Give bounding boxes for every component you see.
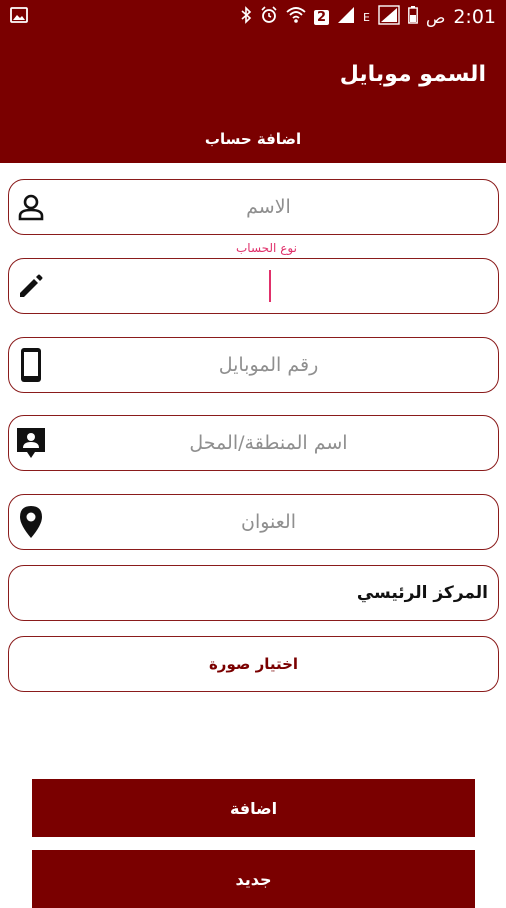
alarm-icon [260, 6, 278, 29]
area-placeholder: اسم المنطقة/المحل [189, 432, 348, 454]
sim-badge: 2 [314, 10, 329, 25]
mobile-placeholder: رقم الموبايل [218, 354, 319, 376]
account-type-field[interactable] [8, 258, 499, 314]
status-left [10, 7, 28, 28]
signal-icon [337, 6, 355, 29]
address-field[interactable] [8, 494, 499, 550]
person-icon [15, 190, 47, 224]
signal-icon-2 [378, 5, 400, 30]
app-bar [0, 34, 506, 163]
address-placeholder: العنوان [240, 511, 296, 533]
choose-image-button[interactable] [8, 636, 499, 692]
account-type-label: نوع الحساب [236, 241, 297, 255]
add-button[interactable] [32, 779, 475, 837]
status-bar [0, 0, 506, 34]
add-button-label: اضافة [229, 798, 278, 818]
status-time: 2:01 [453, 6, 496, 28]
new-button[interactable] [32, 850, 475, 908]
location-pin-icon [15, 505, 47, 539]
choose-image-label: اختيار صورة [208, 655, 299, 673]
name-placeholder: الاسم [246, 196, 291, 218]
app-title: السمو موبايل [339, 62, 486, 87]
gallery-notification-icon [10, 7, 28, 28]
area-field[interactable] [8, 415, 499, 471]
name-field[interactable] [8, 179, 499, 235]
wifi-icon [286, 6, 306, 29]
smartphone-icon [15, 348, 47, 382]
status-right [240, 5, 496, 30]
main-center-dropdown[interactable] [8, 565, 499, 621]
contact-card-icon [15, 426, 47, 460]
page-subtitle: اضافة حساب [204, 130, 302, 148]
status-ampm: ص [425, 7, 446, 27]
text-cursor [269, 270, 271, 302]
bluetooth-icon [240, 6, 252, 29]
network-type-label: E [363, 10, 370, 24]
new-button-label: جديد [235, 869, 272, 889]
battery-icon [408, 6, 418, 29]
main-center-value: المركز الرئيسي [356, 583, 488, 603]
mobile-field[interactable] [8, 337, 499, 393]
pencil-icon [15, 269, 47, 303]
